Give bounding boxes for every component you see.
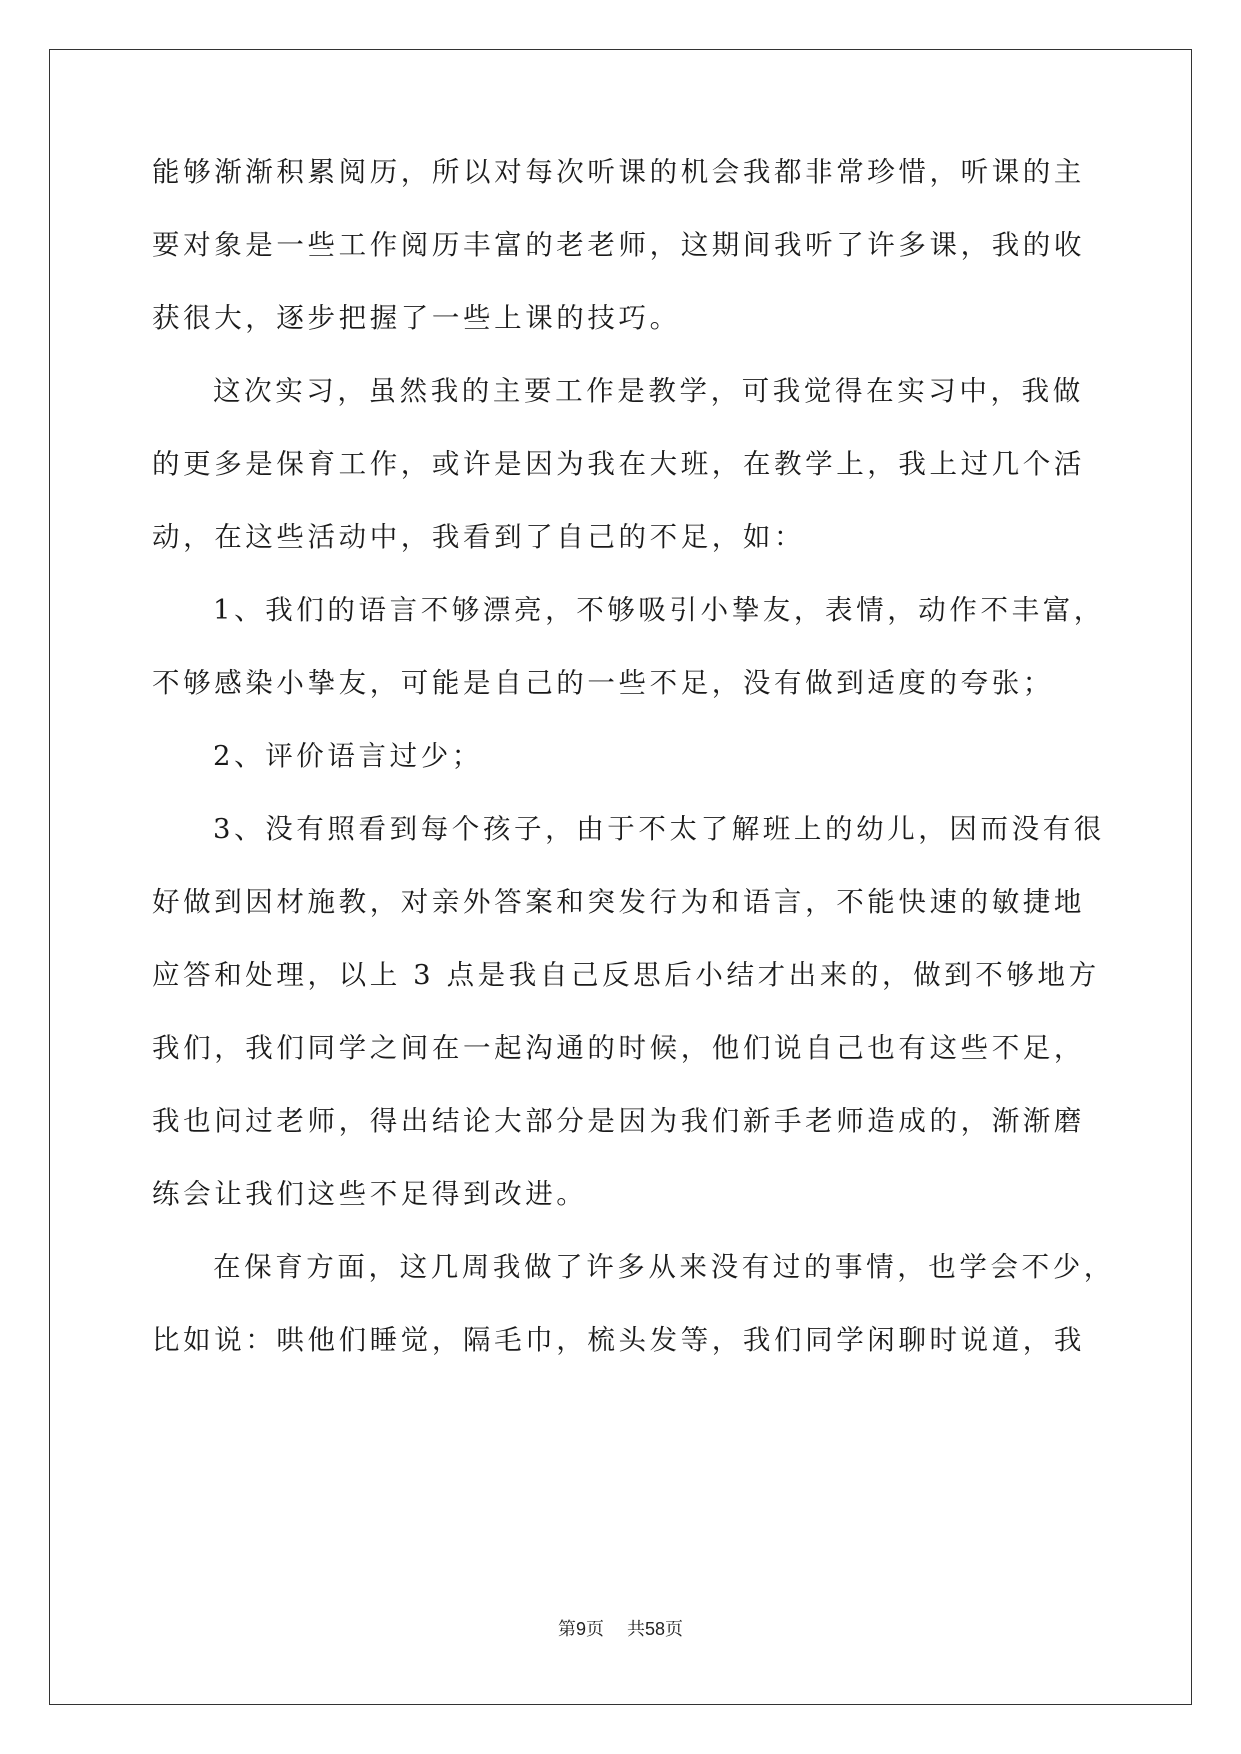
list-item-2-line: 2、评价语言过少； bbox=[213, 740, 483, 772]
page-suffix: 页 bbox=[586, 1619, 605, 1640]
text-line: 动，在这些活动中，我看到了自己的不足，如： bbox=[152, 521, 806, 553]
paragraph-start-line: 在保育方面，这几周我做了许多从来没有过的事情，也学会不少， bbox=[213, 1251, 1115, 1283]
text-line: 获很大，逐步把握了一些上课的技巧。 bbox=[152, 302, 681, 334]
page-footer bbox=[0, 1615, 1241, 1641]
page-prefix: 第 bbox=[558, 1619, 577, 1640]
paragraph-start-line: 这次实习，虽然我的主要工作是教学，可我觉得在实习中，我做 bbox=[213, 375, 1084, 407]
list-item-3-line: 3、没有照看到每个孩子，由于不太了解班上的幼儿，因而没有很 bbox=[213, 813, 1105, 845]
text-line: 练会让我们这些不足得到改进。 bbox=[152, 1178, 588, 1210]
current-page-number: 9 bbox=[576, 1619, 587, 1639]
text-line: 好做到因材施教，对亲外答案和突发行为和语言，不能快速的敏捷地 bbox=[152, 886, 1085, 918]
text-line: 的更多是保育工作，或许是因为我在大班，在教学上，我上过几个活 bbox=[152, 448, 1085, 480]
text-line: 比如说：哄他们睡觉，隔毛巾，梳头发等，我们同学闲聊时说道，我 bbox=[152, 1324, 1085, 1356]
text-line: 应答和处理，以上 3 点是我自己反思后小结才出来的，做到不够地方 bbox=[152, 959, 1100, 991]
list-item-1-line: 1、我们的语言不够漂亮，不够吸引小挚友，表情，动作不丰富， bbox=[213, 594, 1105, 626]
text-line: 我也问过老师，得出结论大部分是因为我们新手老师造成的，渐渐磨 bbox=[152, 1105, 1085, 1137]
text-line: 不够感染小挚友，可能是自己的一些不足，没有做到适度的夸张； bbox=[152, 667, 1054, 699]
total-pages-number: 58 bbox=[644, 1619, 665, 1639]
text-line: 能够渐渐积累阅历，所以对每次听课的机会我都非常珍惜，听课的主 bbox=[152, 156, 1085, 188]
total-suffix: 页 bbox=[664, 1619, 683, 1640]
total-prefix: 共 bbox=[626, 1619, 645, 1640]
text-line: 要对象是一些工作阅历丰富的老老师，这期间我听了许多课，我的收 bbox=[152, 229, 1085, 261]
text-line: 我们，我们同学之间在一起沟通的时候，他们说自己也有这些不足， bbox=[152, 1032, 1085, 1064]
page-border bbox=[49, 49, 1192, 1705]
